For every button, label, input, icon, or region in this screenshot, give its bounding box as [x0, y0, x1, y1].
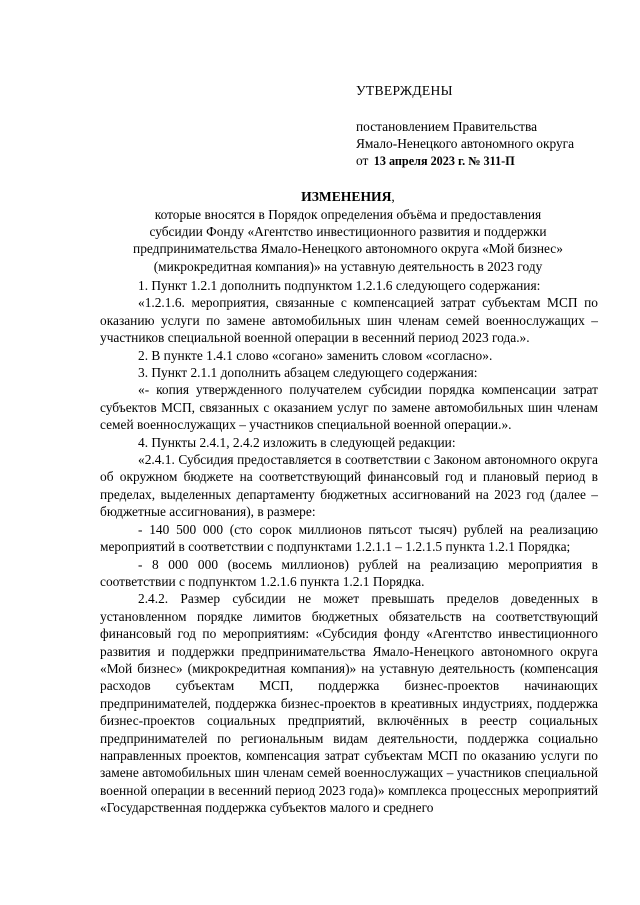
paragraph: 2.4.2. Размер субсидии не может превышать пределов доведенных в установленном порядке лимитов бюджетных обязательств на соответствующий финансовый год по мероприятиям: «Субсидия фонду «Агентство инвестиционного развития и поддержки предпринимательства Ямало-Ненецкого автономного округа «Мой бизнес» (микрокредитная компания)» на уставную деятельность (компенсация расходов субъектам МСП, поддержка бизнес-проектов начинающих предпринимателей, поддержка бизнес-проектов в креативных индустриях, поддержка бизнес-проектов социальных предприятий, включённых в реестр социальных предпринимателей по региональным видам деятельности, поддержка социально направленных проектов, компенсация затрат субъектам МСП по оказанию услуги по замене автомобильных шин членам семей военнослужащих – участников специальной военной операции в весенний период 2023 года)» комплекса процессных мероприятий «Государственная поддержка субъектов малого и среднего	[100, 591, 598, 816]
paragraph: 1. Пункт 1.2.1 дополнить подпунктом 1.2.1.6 следующего содержания:	[138, 278, 541, 293]
subtitle-line: (микрокредитная компания)» на уставную деятельность в 2023 году	[153, 258, 543, 274]
approval-line-1: постановлением Правительства	[356, 119, 538, 134]
document-body	[100, 277, 598, 817]
subtitle-line: субсидии Фонду «Агентство инвестиционного развития и поддержки	[149, 224, 547, 240]
approval-title: УТВЕРЖДЕНЫ	[356, 83, 453, 98]
document-subtitle	[100, 206, 596, 275]
paragraph: - 140 500 000 (сто сорок миллионов пятьсот тысяч) рублей на реализацию мероприятий в соответствии с подпунктами 1.2.1.1 – 1.2.1.5 пункта 1.2.1 Порядка;	[100, 521, 598, 555]
approval-line-3	[356, 152, 626, 170]
approval-prefix: от	[356, 153, 369, 168]
paragraph: 2. В пункте 1.4.1 слово «согано» заменить словом «согласно».	[138, 347, 493, 363]
subtitle-line: предпринимательства Ямало-Ненецкого автономного округа «Мой бизнес»	[133, 241, 563, 257]
subtitle-line: которые вносятся в Порядок определения объёма и предоставления	[154, 207, 542, 222]
paragraph: 3. Пункт 2.1.1 дополнить абзацем следующего содержания:	[138, 365, 478, 381]
paragraph: «1.2.1.6. мероприятия, связанные с компенсацией затрат субъектам МСП по оказанию услуги по замене автомобильных шин членам семей военнослужащих – участников специальной военной операции в весенний период 2023 года.».	[100, 295, 598, 346]
document-heading	[100, 188, 596, 205]
paragraph: «2.4.1. Субсидия предоставляется в соответствии с Законом автономного округа об окружном бюджете на соответствующий финансовый год и плановый период в пределах, выделенных департаменту бюджетных ассигнований на 2023 год (далее – бюджетные ассигнования), в размере:	[100, 452, 598, 520]
paragraph: «- копия утвержденного получателем субсидии порядка компенсации затрат субъектов МСП, связанных с оказанием услуг по замене автомобильных шин членам семей военнослужащих – участников специальной военной операции.».	[100, 382, 598, 433]
paragraph: 4. Пункты 2.4.1, 2.4.2 изложить в следующей редакции:	[138, 434, 456, 450]
heading-text: ИЗМЕНЕНИЯ	[301, 189, 392, 204]
heading-suffix: ,	[391, 189, 395, 204]
approval-date-number: 13 апреля 2023 г. № 311-П	[373, 154, 515, 168]
approval-line-2: Ямало-Ненецкого автономного округа	[356, 136, 575, 151]
paragraph: - 8 000 000 (восемь миллионов) рублей на реализацию мероприятия в соответствии с подпунктом 1.2.1.6 пункта 1.2.1 Порядка.	[100, 556, 598, 589]
